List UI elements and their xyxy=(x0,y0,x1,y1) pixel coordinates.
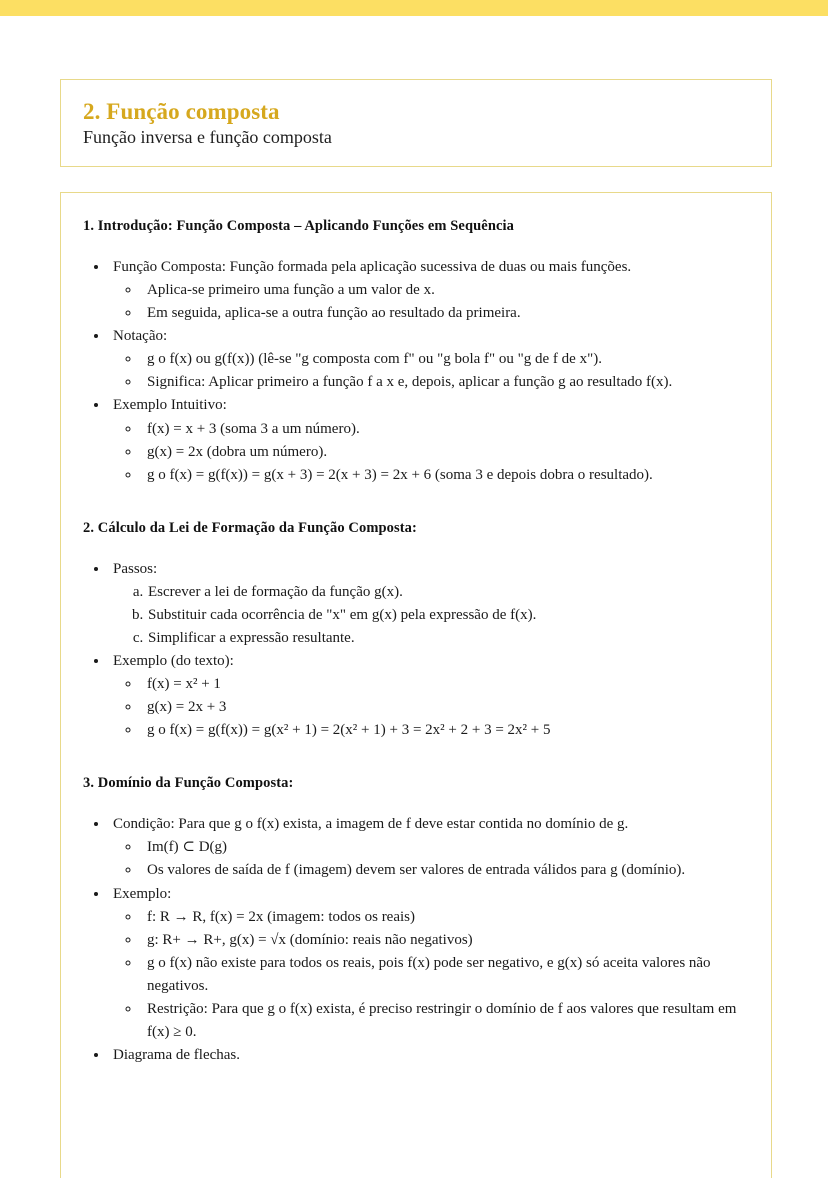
list-item xyxy=(109,1044,749,1067)
section-2-list xyxy=(83,558,749,743)
list-item-text: Condição: Para que g o f(x) exista, a imagem de f deve estar contida no domínio de g. xyxy=(113,816,629,833)
list-item xyxy=(109,558,749,650)
list-item xyxy=(141,696,749,719)
list-item xyxy=(141,464,749,487)
section-1-list xyxy=(83,256,749,487)
list-item-text: g: R+ → R+, g(x) = √x (domínio: reais não negativos) xyxy=(147,931,473,948)
list-item xyxy=(141,673,749,696)
list-item xyxy=(147,581,749,604)
section-heading-3: 3. Domínio da Função Composta: xyxy=(83,775,294,792)
list-item xyxy=(141,998,749,1044)
sublist xyxy=(113,906,749,1045)
list-item-text: f(x) = x² + 1 xyxy=(147,676,221,693)
list-item xyxy=(141,859,749,882)
list-item xyxy=(141,719,749,742)
list-item xyxy=(141,836,749,859)
list-item xyxy=(141,441,749,464)
ordered-sublist xyxy=(113,581,749,650)
list-item-text: g(x) = 2x + 3 xyxy=(147,699,227,716)
list-item-text: f: R → R, f(x) = 2x (imagem: todos os reais) xyxy=(147,908,416,925)
list-item-text: g o f(x) ou g(f(x)) (lê-se "g composta com f" ou "g bola f" ou "g de f de x"). xyxy=(147,351,602,368)
list-item xyxy=(141,302,749,325)
sublist xyxy=(113,673,749,742)
section-heading-2: 2. Cálculo da Lei de Formação da Função Composta: xyxy=(83,519,417,536)
list-item xyxy=(141,952,749,998)
list-item-text: f(x) = x + 3 (soma 3 a um número). xyxy=(147,420,360,437)
list-item xyxy=(147,627,749,650)
list-item xyxy=(141,418,749,441)
list-item xyxy=(141,348,749,371)
list-item-text: Os valores de saída de f (imagem) devem ser valores de entrada válidos para g (domínio). xyxy=(147,862,686,879)
section-3-list xyxy=(83,813,749,1067)
list-item-text: g o f(x) = g(f(x)) = g(x² + 1) = 2(x² + 1) + 3 = 2x² + 2 + 3 = 2x² + 5 xyxy=(147,722,551,739)
list-item-text: Notação: xyxy=(113,328,168,345)
list-item xyxy=(141,906,749,929)
list-item xyxy=(109,325,749,394)
sublist xyxy=(113,348,749,394)
title-card xyxy=(60,79,772,167)
list-item-text: g o f(x) não existe para todos os reais, pois f(x) pode ser negativo, e g(x) só aceita valores não negativos. xyxy=(147,954,711,994)
list-item-text: Escrever a lei de formação da função g(x). xyxy=(148,583,403,600)
list-item-text: Exemplo Intuitivo: xyxy=(113,397,227,414)
section-heading-1: 1. Introdução: Função Composta – Aplicando Funções em Sequência xyxy=(83,218,514,235)
list-item-text: Simplificar a expressão resultante. xyxy=(148,629,355,646)
list-item xyxy=(109,650,749,742)
list-item-text: Exemplo: xyxy=(113,885,172,902)
list-item-text: Aplica-se primeiro uma função a um valor de x. xyxy=(147,281,435,298)
list-item-text: Significa: Aplicar primeiro a função f a x e, depois, aplicar a função g ao resultado f(x). xyxy=(147,374,673,391)
content-card xyxy=(60,192,772,1178)
sublist xyxy=(113,836,749,882)
top-accent-bar xyxy=(0,0,828,16)
list-item xyxy=(141,279,749,302)
list-item-text: Exemplo (do texto): xyxy=(113,653,234,670)
list-item xyxy=(109,394,749,486)
document-page xyxy=(0,79,828,1178)
list-item-text: Passos: xyxy=(113,560,158,577)
list-item-text: g o f(x) = g(f(x)) = g(x + 3) = 2(x + 3) = 2x + 6 (soma 3 e depois dobra o resultado). xyxy=(147,466,653,483)
list-item xyxy=(147,604,749,627)
sublist xyxy=(113,279,749,325)
list-item-text: Diagrama de flechas. xyxy=(113,1047,241,1064)
list-item-text: Restrição: Para que g o f(x) exista, é preciso restringir o domínio de f aos valores que resultam em f(x) ≥ 0. xyxy=(147,1001,737,1041)
list-item-text: Em seguida, aplica-se a outra função ao resultado da primeira. xyxy=(147,305,521,322)
list-item-text: Função Composta: Função formada pela aplicação sucessiva de duas ou mais funções. xyxy=(113,258,632,275)
sublist xyxy=(113,418,749,487)
list-item xyxy=(109,813,749,882)
list-item xyxy=(109,256,749,325)
list-item xyxy=(141,929,749,952)
list-item xyxy=(141,371,749,394)
list-item-text: Substituir cada ocorrência de "x" em g(x) pela expressão de f(x). xyxy=(148,606,537,623)
page-title: 2. Função composta xyxy=(83,99,280,124)
list-item-text: g(x) = 2x (dobra um número). xyxy=(147,443,328,460)
list-item-text: Im(f) ⊂ D(g) xyxy=(147,839,228,856)
list-item xyxy=(109,883,749,1045)
page-subtitle: Função inversa e função composta xyxy=(83,127,332,148)
